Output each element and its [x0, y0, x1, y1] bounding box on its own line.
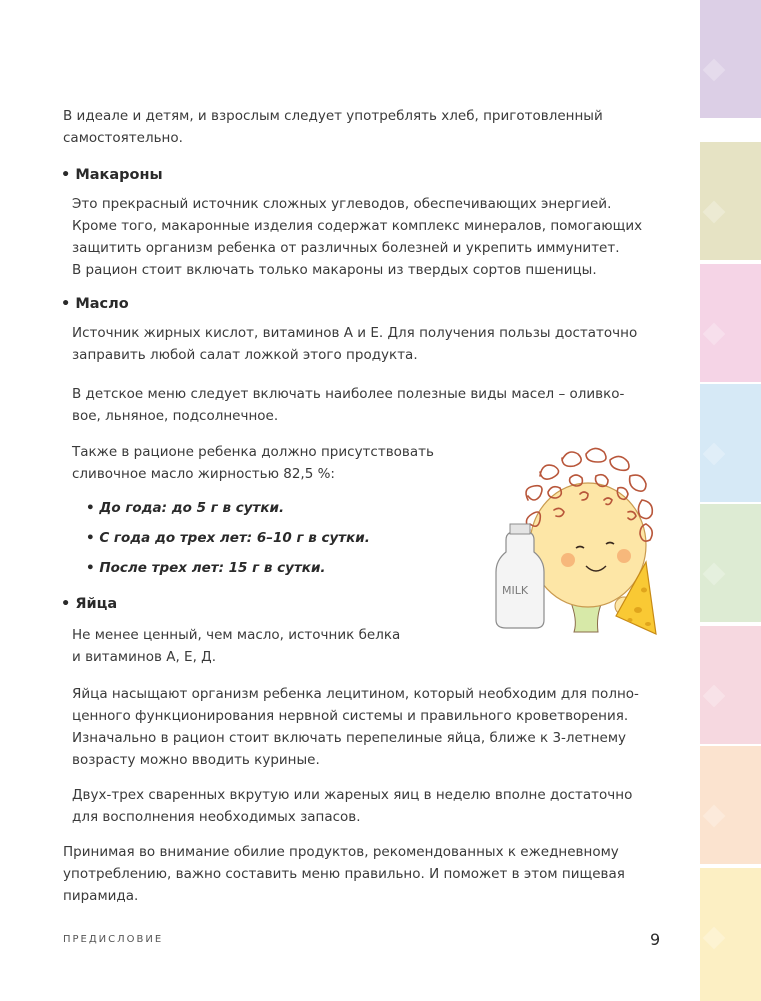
eggs-p3-line-2: для восполнения необходимых запасов.: [72, 809, 361, 825]
pasta-line-2: Кроме того, макаронные изделия содержат комплекс минералов, помогающих: [72, 218, 643, 234]
closing-line-1: Принимая во внимание обилие продуктов, рекомендованных к ежедневному: [63, 844, 619, 860]
butter-p2-line-2: вое, льняное, подсолнечное.: [72, 408, 279, 424]
butter-p1-line-1: Источник жирных кислот, витаминов А и Е. Для получения пользы достаточно: [72, 325, 638, 341]
tab-pink: [700, 264, 761, 382]
butter-p3-line-1: Также в рационе ребенка должно присутствовать: [72, 444, 434, 460]
eggs-p2-line-1: Яйца насыщают организм ребенка лецитином, который необходим для полно-: [72, 686, 639, 702]
tab-olive: [700, 142, 761, 260]
pasta-line-4: В рацион стоит включать только макароны из твердых сортов пшеницы.: [72, 262, 597, 278]
butter-list-item-1: • До года: до 5 г в сутки.: [86, 500, 285, 516]
eggs-p2-line-2: ценного функционирования нервной системы и правильного кроветворения.: [72, 708, 629, 724]
butter-list-item-2: • С года до трех лет: 6–10 г в сутки.: [86, 530, 370, 546]
tab-rose: [700, 626, 761, 744]
intro-line-2: самостоятельно.: [63, 130, 183, 146]
eggs-p2-line-3: Изначально в рацион стоит включать перепелиные яйца, ближе к 3-летнему: [72, 730, 627, 746]
child-milk-cheese-illustration: [478, 420, 678, 645]
butter-p2-line-1: В детское меню следует включать наиболее полезные виды масел – оливко-: [72, 386, 625, 402]
intro-line-1: В идеале и детям, и взрослым следует употреблять хлеб, приготовленный: [63, 108, 603, 124]
tab-yellow: [700, 868, 761, 1001]
tab-purple: [700, 0, 761, 118]
heading-pasta: • Макароны: [61, 167, 163, 183]
closing-line-2: употреблению, важно составить меню правильно. И поможет в этом пищевая: [63, 866, 625, 882]
butter-p1-line-2: заправить любой салат ложкой этого продукта.: [72, 347, 418, 363]
eggs-p1-line-1: Не менее ценный, чем масло, источник белка: [72, 627, 401, 643]
eggs-p2-line-4: возрасту можно вводить куриные.: [72, 752, 320, 768]
pasta-line-3: защитить организм ребенка от различных болезней и укрепить иммунитет.: [72, 240, 620, 256]
tab-peach: [700, 746, 761, 864]
heading-butter: • Масло: [61, 296, 129, 312]
eggs-p3-line-1: Двух-трех сваренных вкрутую или жареных яиц в неделю вполне достаточно: [72, 787, 633, 803]
footer-section-label: ПРЕДИСЛОВИЕ: [63, 934, 164, 945]
butter-p3-line-2: сливочное масло жирностью 82,5 %:: [72, 466, 335, 482]
milk-label: MILK: [502, 584, 529, 597]
heading-eggs: • Яйца: [61, 596, 118, 612]
tab-green: [700, 504, 761, 622]
page-number: 9: [650, 930, 661, 949]
closing-line-3: пирамида.: [63, 888, 139, 904]
butter-list-item-3: • После трех лет: 15 г в сутки.: [86, 560, 326, 576]
pasta-line-1: Это прекрасный источник сложных углеводов, обеспечивающих энергией.: [72, 196, 612, 212]
tab-blue: [700, 384, 761, 502]
eggs-p1-line-2: и витаминов А, Е, Д.: [72, 649, 216, 665]
